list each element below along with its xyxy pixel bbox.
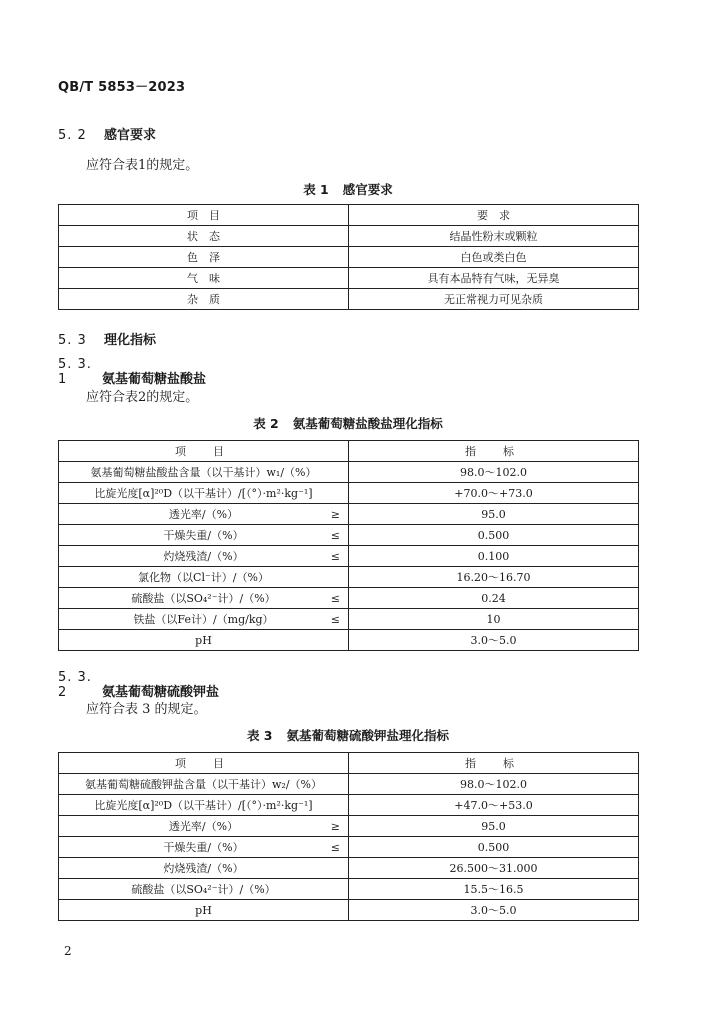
- table-row: [59, 609, 639, 630]
- table-row: [59, 837, 639, 858]
- table-header-cell: 项 目: [59, 441, 349, 462]
- table-row: [59, 268, 639, 289]
- table1-caption: [58, 180, 638, 198]
- table-header-row: [59, 441, 639, 462]
- table1-sensory: [58, 204, 639, 310]
- table-header-row: [59, 753, 639, 774]
- section-5-3-1-heading: [58, 357, 206, 387]
- table-cell-value: 98.0～102.0: [349, 774, 639, 795]
- table-cell-value: +70.0～+73.0: [349, 483, 639, 504]
- table1-caption-title: 感官要求: [342, 182, 393, 197]
- table-cell-value: 3.0～5.0: [349, 630, 639, 651]
- table-cell-value: 0.24: [349, 588, 639, 609]
- table-cell-item: [59, 567, 349, 588]
- table-row: [59, 588, 639, 609]
- item-text: 干燥失重/（%）: [163, 529, 244, 542]
- section-5-3-2-heading: [58, 670, 219, 700]
- table-cell-value: 0.100: [349, 546, 639, 567]
- table-cell-value: 0.500: [349, 837, 639, 858]
- table2-glucosamine-hcl: [58, 440, 639, 651]
- table-cell-value: 0.500: [349, 525, 639, 546]
- table-row: [59, 546, 639, 567]
- table-row: [59, 795, 639, 816]
- table-cell-value: 26.500～31.000: [349, 858, 639, 879]
- item-text: 氨基葡萄糖盐酸盐含量（以干基计）w₁/（%）: [90, 466, 317, 479]
- table-cell-value: 白色或类白色: [349, 247, 639, 268]
- comparison-symbol: ≥: [330, 508, 340, 521]
- item-text: 比旋光度[α]²⁰D（以干基计）/[（°）·m²·kg⁻¹]: [94, 487, 313, 500]
- comparison-symbol: ≥: [330, 820, 340, 833]
- table3-glucosamine-potassium-sulfate: [58, 752, 639, 921]
- table-cell-item: [59, 588, 349, 609]
- section-5-3-2-text: 应符合表 3 的规定。: [86, 702, 207, 717]
- table-cell-value: 具有本品特有气味，无异臭: [349, 268, 639, 289]
- section-5-2-text: 应符合表1的规定。: [86, 158, 199, 173]
- section-number: 5. 3. 2: [58, 670, 92, 700]
- table-cell-item: [59, 609, 349, 630]
- section-number: 5. 3. 1: [58, 357, 92, 387]
- table-cell-value: 16.20～16.70: [349, 567, 639, 588]
- table-cell-item: [59, 795, 349, 816]
- table-row: [59, 900, 639, 921]
- table-cell-value: 结晶性粉末或颗粒: [349, 226, 639, 247]
- item-text: 硫酸盐（以SO₄²⁻计）/（%）: [131, 883, 276, 896]
- section-number: 5. 3: [58, 333, 87, 348]
- table-cell-item: 杂 质: [59, 289, 349, 310]
- table-row: [59, 226, 639, 247]
- table-row: [59, 525, 639, 546]
- item-text: 比旋光度[α]²⁰D（以干基计）/[（°）·m²·kg⁻¹]: [94, 799, 313, 812]
- page-number: 2: [64, 944, 72, 958]
- table2-caption-number: 表 2: [253, 416, 279, 431]
- item-text: 硫酸盐（以SO₄²⁻计）/（%）: [131, 592, 276, 605]
- section-5-3-heading: [58, 329, 156, 348]
- standard-code: QB/T 5853－2023: [58, 80, 186, 95]
- item-text: 透光率/（%）: [168, 508, 239, 521]
- table-cell-value: 3.0～5.0: [349, 900, 639, 921]
- table-row: [59, 289, 639, 310]
- section-title: 感官要求: [104, 128, 157, 143]
- table-cell-item: [59, 483, 349, 504]
- table-header-cell: 项 目: [59, 205, 349, 226]
- table-cell-item: [59, 858, 349, 879]
- table-cell-item: [59, 837, 349, 858]
- table-cell-value: 95.0: [349, 504, 639, 525]
- section-number: 5. 2: [58, 128, 87, 143]
- table-header-cell: 项 目: [59, 753, 349, 774]
- table3-caption: [58, 726, 638, 744]
- table-cell-value: 10: [349, 609, 639, 630]
- table-cell-value: 95.0: [349, 816, 639, 837]
- table-header-row: [59, 205, 639, 226]
- table-header-cell: 指 标: [349, 441, 639, 462]
- table3-caption-number: 表 3: [246, 728, 273, 743]
- table-cell-item: 状 态: [59, 226, 349, 247]
- table-cell-value: 无正常视力可见杂质: [349, 289, 639, 310]
- table-cell-item: [59, 525, 349, 546]
- table-cell-item: [59, 879, 349, 900]
- table-header-cell: 指 标: [349, 753, 639, 774]
- table-cell-item: [59, 900, 349, 921]
- section-title: 氨基葡萄糖硫酸钾盐: [102, 685, 220, 700]
- comparison-symbol: ≤: [330, 841, 340, 854]
- item-text: 铁盐（以Fe计）/（mg/kg）: [133, 613, 274, 626]
- item-text: 氯化物（以Cl⁻计）/（%）: [138, 571, 269, 584]
- table-row: [59, 816, 639, 837]
- comparison-symbol: ≤: [330, 613, 340, 626]
- table-row: [59, 483, 639, 504]
- table-cell-item: [59, 546, 349, 567]
- comparison-symbol: ≤: [330, 592, 340, 605]
- table-cell-value: +47.0～+53.0: [349, 795, 639, 816]
- item-text: 透光率/（%）: [168, 820, 239, 833]
- section-5-2-heading: [58, 124, 156, 143]
- table-row: [59, 247, 639, 268]
- item-text: 干燥失重/（%）: [163, 841, 244, 854]
- table-cell-item: [59, 816, 349, 837]
- section-5-3-1-text: 应符合表2的规定。: [86, 390, 199, 405]
- comparison-symbol: ≤: [330, 550, 340, 563]
- table-cell-item: [59, 774, 349, 795]
- table-cell-item: [59, 504, 349, 525]
- table-cell-item: [59, 462, 349, 483]
- table1-caption-number: 表 1: [303, 182, 329, 197]
- item-text: 氨基葡萄糖硫酸钾盐含量（以干基计）w₂/（%）: [85, 778, 322, 791]
- section-title: 氨基葡萄糖盐酸盐: [102, 372, 207, 387]
- table-cell-item: 色 泽: [59, 247, 349, 268]
- item-text: 灼烧残渣/（%）: [163, 862, 244, 875]
- table-row: [59, 879, 639, 900]
- item-text: pH: [195, 633, 212, 647]
- table-row: [59, 567, 639, 588]
- table-cell-item: [59, 630, 349, 651]
- table-row: [59, 504, 639, 525]
- table2-caption: [58, 414, 638, 432]
- table-row: [59, 858, 639, 879]
- table-row: [59, 630, 639, 651]
- table-cell-value: 98.0～102.0: [349, 462, 639, 483]
- table3-caption-title: 氨基葡萄糖硫酸钾盐理化指标: [286, 728, 450, 743]
- table-row: [59, 462, 639, 483]
- item-text: 灼烧残渣/（%）: [163, 550, 244, 563]
- comparison-symbol: ≤: [330, 529, 340, 542]
- table-cell-item: 气 味: [59, 268, 349, 289]
- table-cell-value: 15.5～16.5: [349, 879, 639, 900]
- item-text: pH: [195, 903, 212, 917]
- section-title: 理化指标: [104, 333, 157, 348]
- table-header-cell: 要 求: [349, 205, 639, 226]
- table2-caption-title: 氨基葡萄糖盐酸盐理化指标: [292, 416, 443, 431]
- table-row: [59, 774, 639, 795]
